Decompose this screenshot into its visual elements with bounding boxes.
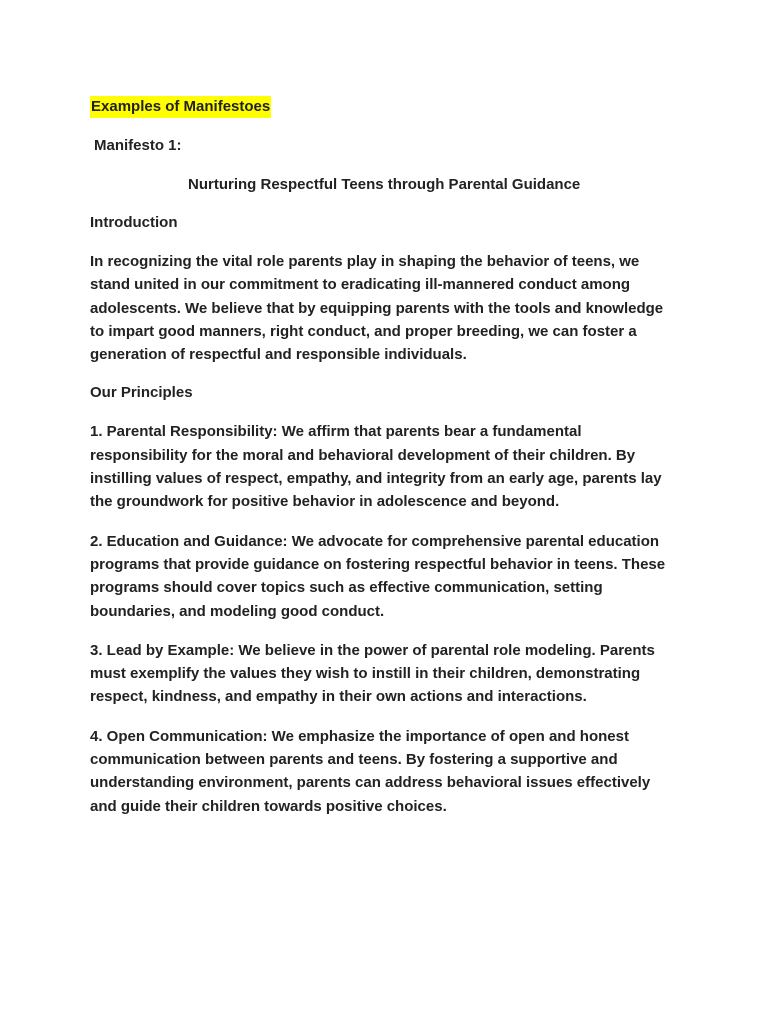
principle-item-2: 2. Education and Guidance: We advocate for comprehensive parental education programs that provide guidance on fostering respectful behavior in teens. These programs should cover topics such as effective communication, setting boundaries, and modeling good conduct. xyxy=(90,532,666,620)
principle-item-1: 1. Parental Responsibility: We affirm that parents bear a fundamental responsibility for the moral and behavioral development of their children. By instilling values of respect, empathy, and integrity from an early age, parents lay the groundwork for positive behavior in adolescence and beyond. xyxy=(90,423,662,511)
manifesto-label: Manifesto 1: xyxy=(94,137,182,154)
document-page xyxy=(90,96,680,818)
introduction-heading: Introduction xyxy=(90,214,178,231)
highlighted-heading: Examples of Manifestoes xyxy=(90,96,271,118)
manifesto-title: Nurturing Respectful Teens through Parental Guidance xyxy=(188,176,581,193)
principle-item-3: 3. Lead by Example: We believe in the power of parental role modeling. Parents must exemplify the values they wish to instill in their children, demonstrating respect, kindness, and empathy in their own actions and interactions. xyxy=(90,641,655,706)
principles-heading: Our Principles xyxy=(90,384,193,402)
principle-item-4: 4. Open Communication: We emphasize the importance of open and honest communication between parents and teens. By fostering a supportive and understanding environment, parents can address behavioral issues effectively and guide their children towards positive choices. xyxy=(90,727,651,815)
introduction-paragraph: In recognizing the vital role parents play in shaping the behavior of teens, we stand united in our commitment to eradicating ill-mannered conduct among adolescents. We believe that by equipping parents with the tools and knowledge to impart good manners, right conduct, and proper breeding, we can foster a generation of respectful and responsible individuals. xyxy=(90,253,664,364)
document-heading xyxy=(90,96,680,118)
